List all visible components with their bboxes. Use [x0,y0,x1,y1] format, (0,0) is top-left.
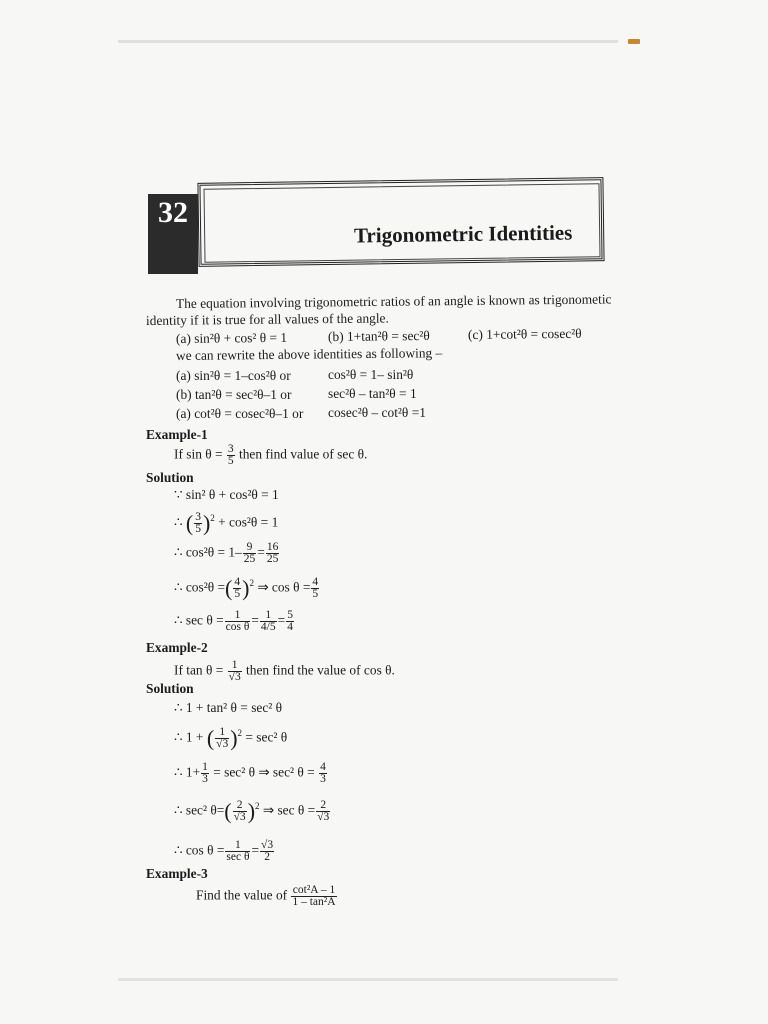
fraction-denominator: sec θ [226,851,250,863]
fraction-numerator: 4 [312,575,319,588]
fraction-denominator: 5 [227,455,234,467]
rewrite-c-right: cosec²θ – cot²θ =1 [328,405,426,420]
step-prefix: ∴ cos θ = [174,842,225,858]
step-prefix: ∴ 1+ [174,764,201,780]
rewrite-a-left: (a) sin²θ = 1–cos²θ or [176,368,291,383]
page-corner-mark [628,39,640,44]
step-suffix: = sec² θ [245,729,288,745]
document-page [140,150,610,940]
paren-open: ( [185,510,194,536]
example-2-step-2 [174,725,287,750]
paren-close: ) [202,510,211,536]
fraction-numerator: 4 [234,575,241,588]
fraction-numerator: 1 [225,840,250,852]
example-3-question [196,885,338,908]
exponent: 2 [237,728,243,738]
rewrite-a-right: cos²θ = 1– sin²θ [328,367,414,382]
intro-line-1: The equation involving trigonometric ratios of an angle is known as trigonometic [175,291,612,311]
example-2-question-pre: If tan θ = [174,662,227,678]
exponent: 2 [210,513,215,523]
fraction-numerator: 2 [233,800,247,812]
rewrite-b-left: (b) tan²θ = sec²θ–1 or [176,387,292,402]
fraction-numerator: 16 [266,541,279,553]
fraction-denominator: 5 [195,522,201,535]
example-1-solution-heading: Solution [146,470,194,485]
fraction-denominator: √3 [233,810,246,823]
example-2-question-fraction [228,660,242,683]
fraction-denominator: cos θ [225,621,250,633]
fraction-numerator: 5 [287,609,293,621]
chapter-title: Trigonometric Identities [353,220,573,248]
fraction-numerator: 1 [228,660,242,672]
paren-open: ( [206,725,215,751]
step-fraction-1 [243,542,257,565]
step-fraction-1 [225,840,250,863]
step-mid: ⇒ cos θ = [257,579,311,595]
fraction-denominator: 3 [202,773,208,785]
step-fraction-3 [286,610,294,633]
step-mid: = sec² θ ⇒ sec² θ = [213,764,315,780]
scan-edge-top [118,40,618,43]
fraction-denominator: 4/5 [260,621,276,633]
identity-c: (c) 1+cot²θ = cosec²θ [467,325,582,342]
step-fraction [215,727,229,750]
exponent: 2 [249,578,254,588]
step-prefix: ∴ sec θ = [174,612,224,628]
step-fraction [233,800,247,823]
fraction-denominator: √3 [228,671,241,683]
rewrite-b-right: sec²θ – tan²θ = 1 [328,386,417,401]
example-3-heading: Example-3 [146,866,208,881]
paren-close: ) [242,575,250,601]
fraction-denominator: 25 [266,553,279,565]
step-prefix: ∴ sec² θ= [174,802,225,818]
example-1-step-4 [174,575,320,600]
rewrite-heading: we can rewrite the above identities as following – [175,345,443,363]
fraction-denominator: 5 [234,587,241,600]
step-suffix: + cos²θ = 1 [218,514,279,530]
step-result-fraction [319,762,327,785]
fraction-numerator: cot²A – 1 [292,884,336,896]
identity-b: (b) 1+tan²θ = sec²θ [327,327,430,344]
step-fraction [233,577,241,600]
fraction-numerator: 1 [225,610,251,622]
fraction-denominator: √3 [317,810,330,823]
example-2-heading: Example-2 [146,640,208,655]
fraction-numerator: 4 [320,761,326,773]
fraction-numerator: 1 [260,610,277,622]
fraction-denominator: 25 [243,553,256,565]
step-prefix: ∴ 1 + [174,729,204,745]
example-3-question-fraction [291,885,336,908]
fraction-denominator: 4 [287,621,293,633]
paren-open: ( [225,575,233,601]
fraction-numerator: 9 [243,542,257,554]
example-2-step-5: ∴ cos θ = $\frac{1}{\text{sec θ}}$ = $\frac{√3}{2}$ [174,839,274,863]
fraction-denominator: 1 – tan²A [292,896,336,908]
fraction-denominator: √3 [216,737,229,750]
example-1-question-pre: If sin θ = [174,446,226,462]
example-1-step-3: ∴ cos²θ = 1– $\frac{9}{25}$ = $\frac{16}{25}$ [174,541,279,565]
example-1-question-post: then find value of sec θ. [235,446,368,462]
paren-close: ) [247,798,256,824]
example-2-step-4 [174,798,331,823]
example-3-question-pre: Find the value of [196,887,288,903]
paren-open: ( [224,798,232,824]
example-2-step-1: ∴ 1 + tan² θ = sec² θ [174,700,283,715]
example-1-step-2 [174,510,278,535]
step-prefix: ∴ cos²θ = 1– [174,544,242,560]
example-1-heading: Example-1 [146,427,208,442]
step-fraction-2 [260,610,277,633]
step-mid: ⇒ sec θ = [262,802,316,818]
fraction-numerator: 3 [227,443,234,455]
exponent: 2 [255,801,260,811]
example-1-step-5: ∴ sec θ = $\frac{1}{\text{cos θ}}$ = $\frac{1}{4/5}$ = $\frac{5}{4}$ [174,609,293,633]
example-1-step-1: ∵ sin² θ + cos²θ = 1 [174,487,279,502]
example-2-step-3 [174,762,328,785]
step-fraction [201,762,209,785]
step-prefix: ∴ cos²θ = [174,579,226,595]
chapter-number: 32 [148,194,198,274]
fraction-denominator: 3 [320,773,326,785]
step-fraction-2 [266,542,280,565]
paren-close: ) [230,725,238,751]
fraction-numerator: 1 [202,761,208,773]
step-result-fraction [311,577,319,600]
step-fraction-2 [260,840,274,863]
fraction-numerator: 2 [316,800,330,812]
example-2-solution-heading: Solution [146,681,194,696]
step-fraction [194,512,202,535]
step-prefix: ∴ [174,514,183,530]
fraction-numerator: 1 [215,727,229,739]
intro-line-2: identity if it is true for all values of the angle. [145,310,389,328]
step-result-fraction [316,800,330,823]
fraction-numerator: √3 [261,839,274,851]
example-1-question-fraction [227,444,235,467]
identity-a: (a) sin²θ + cos² θ = 1 [175,329,288,346]
fraction-denominator: 5 [312,587,319,600]
fraction-denominator: 2 [264,851,270,863]
scan-edge-bottom [118,978,618,981]
example-1-question [174,444,367,467]
example-2-question [174,660,395,683]
fraction-numerator: 3 [195,510,201,523]
example-2-question-post: then find the value of cos θ. [242,662,395,678]
rewrite-c-left: (a) cot²θ = cosec²θ–1 or [176,406,304,421]
step-fraction-1 [225,610,251,633]
